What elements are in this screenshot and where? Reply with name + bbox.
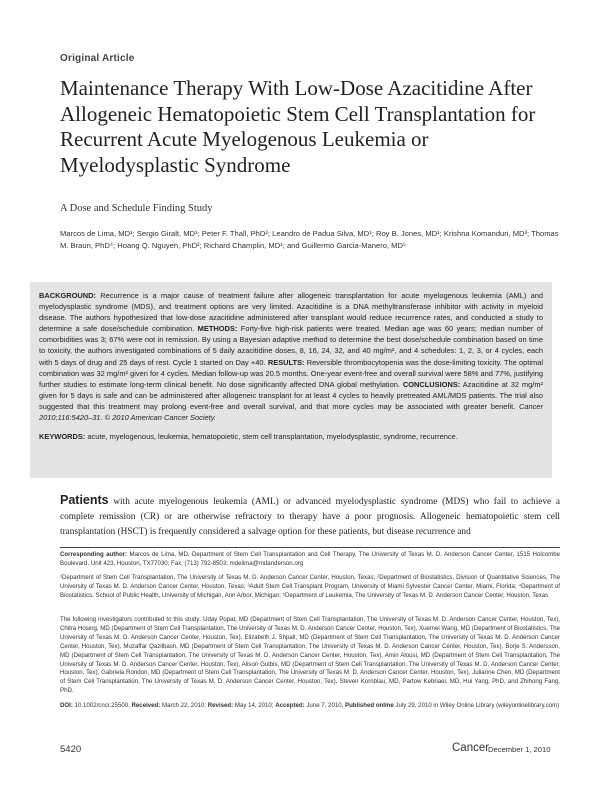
methods-text: Forty-five high-risk patients were treated. Median age was 60 years; median number of comorbidities was 3; 67% were not in remission. By using a Bayesian adaptive method to determine the best dose/schedule combination based on time to toxicity, the authors investigated combinations of 5 daily azacitidine doses, 8, 16, 24, 32, and 40 mg/m², and 4 schedules: 1, 2, 3, or 4 cycles, each with 5 days of drug and 25 days of rest. Cycle 1 started on Day +40. [39,324,543,367]
issue-date: December 1, 2010 [488,745,551,754]
received-value: March 22, 2010; [162,702,207,709]
corresponding-author [60,551,560,569]
doi-label: DOI: [60,702,73,709]
lead-word: Patients [60,493,109,507]
footnote-divider [60,547,560,548]
keywords-text: acute, myelogenous, leukemia, hematopoietic, stem cell transplantation, myelodysplastic, syndrome, recurrence. [87,432,458,442]
background-text: Recurrence is a major cause of treatment failure after allogeneic transplantation for acute myelogenous leukemia (AML) and myelodysplastic syndrome (MDS), and treatment options are very limited. Azacitidine is a DNA methyltransferase inhibitor with activity in myeloid disease. The authors hypothesized that low-dose azacitidine administered after transplant would reduce recurrence rates, and conducted a study to determine a safe dose/schedule combination. [39,291,543,334]
abstract-body [39,290,543,423]
doi-value: 10.1002/cncr.25500, [74,702,130,709]
conclusions-label: CONCLUSIONS: [402,379,461,389]
corresponding-label: Corresponding author: [60,551,128,558]
results-text: Reversible thrombocytopenia was the dose-limiting toxicity. The optimal combination was 32 mg/m² given for 4 cycles. Median follow-up was 20.5 months. One-year event-free and overall survival were 58% and 77%, justifying further studies to estimate long-term clinical benefit. No dose significantly affected DNA global methylation. [39,357,543,389]
results-label: RESULTS: [267,357,305,367]
article-type: Original Article [60,53,135,64]
body-text: with acute myelogenous leukemia (AML) or advanced myelodysplastic syndrome (MDS) who fail to achieve a complete remission (CR) or are otherwise refractory to therapy have a poor prognosis. Allogeneic hematopoietic stem cell transplantation (HSCT) is frequently considered a salvage option for these patients, but disease recurrence and [60,497,560,537]
revised-value: May 14, 2010; [234,702,274,709]
page-number: 5420 [60,744,82,755]
article-title: Maintenance Therapy With Low-Dose Azacitidine After Allogeneic Hematopoietic Stem Cell Transplantation for Recurrent Acute Myelogenous Leukemia or Myelodysplastic Syndrome [60,76,536,177]
published-value: July 29, 2010 in Wiley Online Library (wileyonlinelibrary.com) [395,702,560,709]
body-paragraph [60,493,560,540]
received-label: Received: [131,702,161,709]
corresponding-text: Marcos de Lima, MD, Department of Stem Cell Transplantation and Cell Therapy, The University of Texas M. D. Anderson Cancer Center, 1515 Holcombe Boulevard, Unit 423, Houston, TX77030; Fax: (713) 792-8503; mdelima@mdanderson.org [60,551,560,567]
methods-label: METHODS: [197,324,238,334]
accepted-value: June 7, 2010, [306,702,344,709]
background-label: BACKGROUND: [39,291,97,300]
article-subtitle: A Dose and Schedule Finding Study [60,203,213,214]
conclusions-text: Azacitidine at 32 mg/m² given for 5 days is safe and can be administered after allogeneic transplant for at least 4 cycles to heavily pretreated AML/MDS patients. The trial also suggested that this treatment may prolong event-free and overall survival, and that more cycles may be associated with greater benefit. [39,379,543,411]
revised-label: Revised: [207,702,234,709]
keywords-label: KEYWORDS: [39,432,86,442]
publication-history [60,702,560,711]
published-label: Published online [345,702,394,709]
contributors: The following investigators contributed to this study: Uday Popat, MD (Department of Stem Cell Transplantation, The University of Texas M. D. Anderson Cancer Center, Houston, Tex), Chitra Hosing, MD (Department of Stem Cell Transplantation, The University of Texas M. D. Anderson Cancer Center, Houston, Tex), Xuemei Wang, MD (Department of Biostatistics, The University of Texas M. D. Anderson Cancer Center, Houston, Tex), Elizabeth J. Shpall, MD (Department of Stem Cell Transplantation, The University of Texas M. D. Anderson Cancer Center, Houston, Tex), Muzaffar Qazilbash, MD (Department of Stem Cell Transplantation, The University of Texas M. D. Anderson Cancer Center, Houston, Tex), Borje S. Andersson, MD (Department of Stem Cell Transplantation, The University of Texas M. D. Anderson Cancer Center, Houston, Tex), Amin Alousi, MD (Department of Stem Cell Transplantation, The University of Texas M. D. Anderson Cancer Center, Houston, Tex), Alison Gulbis, MD (Department of Stem Cell Transplantation, The University of Texas M. D. Anderson Cancer Center, Houston, Tex), Gabriela Rondon, MD (Department of Stem Cell Transplantation, The University of Texas M. D. Anderson Cancer Center, Houston, Tex), Julianne Chen, MD (Department of Stem Cell Transplantation, The University of Texas M. D. Anderson Cancer Center, Houston, Tex), Steven Kornblau, MD, Partow Kebriaei, MD, Hui Yang, PhD, and Zhihong Fang, PhD. [60,616,560,695]
journal-name: Cancer [452,742,490,754]
accepted-label: Accepted: [275,702,305,709]
abstract-box [30,282,552,478]
affiliations: ¹Department of Stem Cell Transplantation, The University of Texas M. D. Anderson Cancer Center, Houston, Texas; ²Department of Biostatistics, Division of Quantitative Sciences, The University of Texas M. D. Anderson Cancer Center, Houston, Texas; ³Adult Stem Cell Transplant Program, University of Miami Sylvester Cancer Center, Miami, Florida; ⁴Department of Biostatistics, School of Public Health, University of Michigan, Ann Arbor, Michigan; ⁵Department of Leukemia, The University of Texas M. D. Anderson Cancer Center, Houston, Texas [60,574,560,599]
author-list: Marcos de Lima, MD¹; Sergio Giralt, MD¹; Peter F. Thall, PhD²; Leandro de Padua Silva, MD¹; Roy B. Jones, MD¹; Krishna Komanduri, MD³; Thomas M. Braun, PhD⁴; Hoang Q. Nguyen, PhD²; Richard Champlin, MD¹; and Guillermo Garcia-Manero, MD⁵ [60,229,559,250]
citation: Cancer 2010;116:5420–31. © 2010 American Cancer Society. [39,401,543,423]
keywords [39,431,543,442]
